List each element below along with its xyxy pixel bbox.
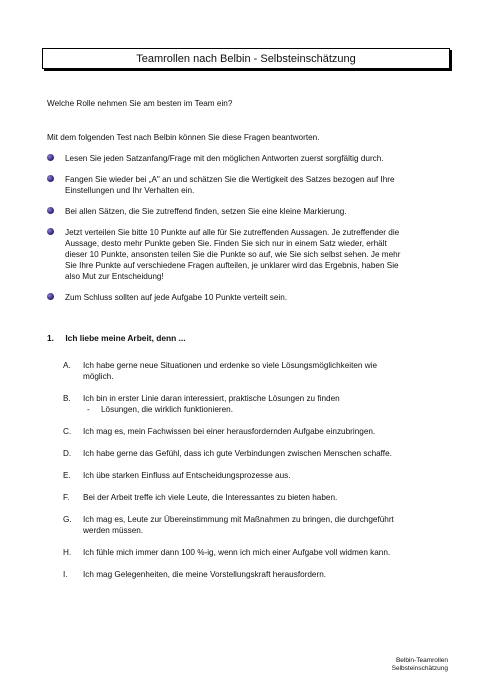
answer-letter: E. [63,471,71,480]
answer-item: C. Ich mag es, mein Fachwissen bei einer herausfordernden Aufgabe einzubringen. [63,427,376,436]
instruction-item: Jetzt verteilen Sie bitte 10 Punkte auf alle für Sie zutreffenden Aussagen. Je zutreffender die Aussage, desto mehr Punkte geben Sie. Finden Sie sich nur in einem Satz wieder, erhält dieser 10 Punkte, ansonsten teilen Sie die Punkte so auf, wie Sie sich selbst sehen. Je mehr Sie Ihre Punkte auf verschiedene Fragen aufteilen, je unklarer wird das Ergebnis, haben Sie also Mut zur Entscheidung! [47,227,447,282]
page-title: Teamrollen nach Belbin - Selbsteinschätzung [42,48,450,69]
dash-marker: - [87,405,90,414]
bullet-icon [47,175,54,182]
answer-list [63,360,443,591]
answer-item: H. Ich fühle mich immer dann 100 %-ig, wenn ich mich einer Aufgabe voll widmen kann. [63,548,391,557]
question-text: Ich liebe meine Arbeit, denn ... [65,333,186,343]
answer-item: E. Ich übe starken Einfluss auf Entscheidungsprozesse aus. [63,471,291,480]
instruction-item: Fangen Sie wieder bei „A" an und schätzen Sie die Wertigkeit des Satzes bezogen auf Ihre Einstellungen und Ihr Verhalten ein. [47,174,447,196]
instruction-list [47,153,447,303]
intro-question: Welche Rolle nehmen Sie am besten im Team ein? [47,99,233,108]
answer-letter: B. [63,394,71,403]
bullet-icon [47,293,54,300]
question-heading [47,333,186,343]
answer-letter: D. [63,449,72,458]
answer-letter: I. [63,570,68,579]
answer-item: B. Ich bin in erster Linie daran interessiert, praktische Lösungen zu finden - Lösungen, die wirklich funktionieren. [63,394,340,414]
instruction-item: Bei allen Sätzen, die Sie zutreffend finden, setzen Sie eine kleine Markierung. [47,206,447,217]
answer-item: G. Ich mag es, Leute zur Übereinstimmung mit Maßnahmen zu bringen, die durchgeführt werden müssen. [63,515,394,535]
bullet-icon [47,207,54,214]
bullet-icon [47,228,54,235]
answer-letter: C. [63,427,72,436]
answer-letter: H. [63,548,72,557]
instruction-item: Lesen Sie jeden Satzanfang/Frage mit den möglichen Antworten zuerst sorgfältig durch. [47,153,447,164]
page-footer: Belbin-Teamrollen Selbsteinschätzung [391,657,448,672]
answer-item: F. Bei der Arbeit treffe ich viele Leute, die Interessantes zu bieten haben. [63,493,338,502]
answer-item: I. Ich mag Gelegenheiten, die meine Vorstellungskraft herausfordern. [63,570,327,579]
answer-letter: A. [63,361,71,370]
bullet-icon [47,154,54,161]
intro-lead: Mit dem folgenden Test nach Belbin können Sie diese Fragen beantworten. [47,133,320,142]
answer-letter: F. [63,493,70,502]
question-number: 1. [47,333,54,343]
answer-letter: G. [63,515,72,524]
answer-item: A. Ich habe gerne neue Situationen und erdenke so viele Lösungsmöglichkeiten wie möglich. [63,361,378,381]
answer-item: D. Ich habe gerne das Gefühl, dass ich gute Verbindungen zwischen Menschen schaffe. [63,449,392,458]
instruction-item: Zum Schluss sollten auf jede Aufgabe 10 Punkte verteilt sein. [47,292,447,303]
